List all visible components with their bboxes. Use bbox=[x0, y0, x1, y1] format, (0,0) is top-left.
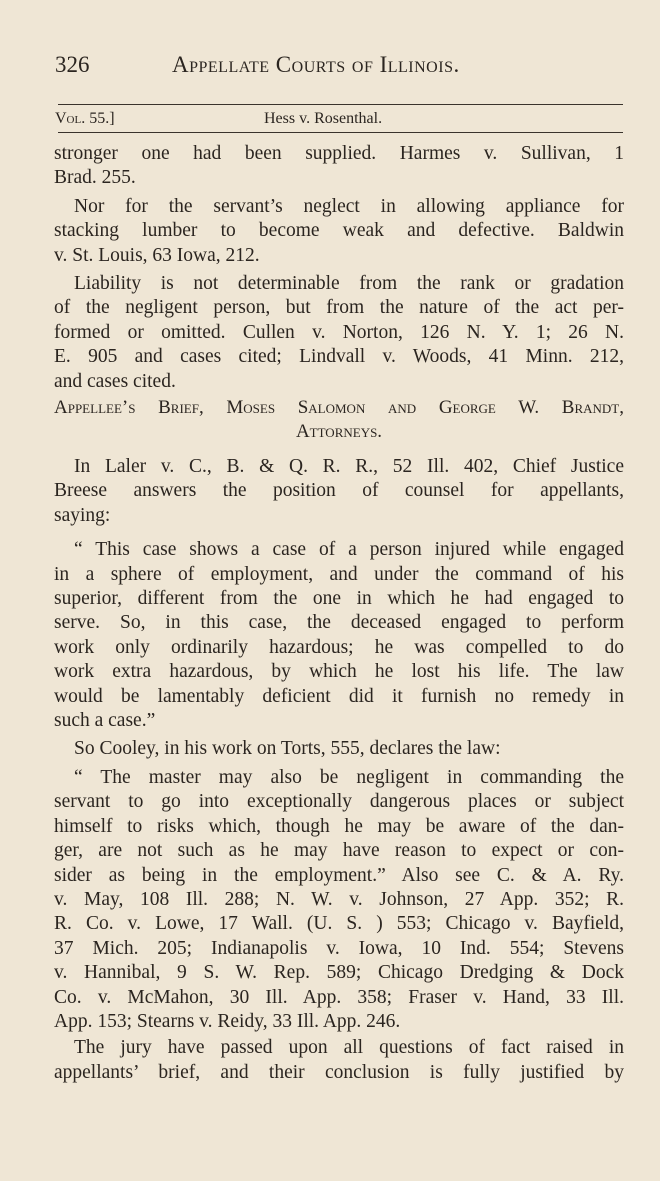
text-line: appellants’ brief, and their conclusion is fully justified by bbox=[54, 1061, 624, 1083]
text-line: R. Co. v. Lowe, 17 Wall. (U. S. ) 553; Chicago v. Bayfield, bbox=[54, 913, 624, 935]
text-line: The jury have passed upon all questions of fact raised in bbox=[74, 1037, 624, 1059]
text-line: Breese answers the position of counsel for appellants, bbox=[54, 480, 624, 502]
brief-heading-line1: Appellee’s Brief, Moses Salomon and George W. Brandt, bbox=[54, 397, 624, 418]
paragraph bbox=[54, 1036, 624, 1085]
paragraph bbox=[54, 538, 624, 733]
text-line: Liability is not determinable from the rank or gradation bbox=[74, 273, 624, 295]
text-line: saying: bbox=[54, 504, 111, 526]
text-line: So Cooley, in his work on Torts, 555, declares the law: bbox=[74, 738, 501, 760]
brief-heading-line2: Attorneys. bbox=[295, 421, 383, 443]
text-line: “ The master may also be negligent in commanding the bbox=[74, 766, 624, 788]
paragraph bbox=[54, 142, 624, 191]
text-line: App. 153; Stearns v. Reidy, 33 Ill. App. 246. bbox=[54, 1010, 401, 1032]
text-line: ger, are not such as he may have reason to expect or con- bbox=[54, 840, 624, 862]
header-rule-top bbox=[58, 104, 623, 105]
appellee-brief-section bbox=[54, 455, 624, 1085]
paragraph bbox=[54, 766, 624, 1034]
text-line: serve. So, in this case, the deceased engaged to perform bbox=[54, 612, 624, 634]
text-line: stacking lumber to become weak and defective. Baldwin bbox=[54, 220, 624, 242]
text-line: would be lamentably deficient did it furnish no remedy in bbox=[54, 685, 624, 707]
text-line: v. May, 108 Ill. 288; N. W. v. Johnson, 27 App. 352; R. bbox=[54, 888, 624, 910]
paragraph bbox=[54, 737, 624, 761]
paragraph bbox=[54, 272, 624, 394]
text-line: such a case.” bbox=[54, 710, 156, 732]
text-line: and cases cited. bbox=[54, 370, 176, 392]
text-line: Nor for the servant’s neglect in allowing appliance for bbox=[74, 195, 624, 217]
text-line: 37 Mich. 205; Indianapolis v. Iowa, 10 Ind. 554; Stevens bbox=[54, 937, 624, 959]
text-line: servant to go into exceptionally dangerous places or subject bbox=[54, 791, 624, 813]
text-line: himself to risks which, though he may be aware of the dan- bbox=[54, 815, 624, 837]
paragraph bbox=[54, 455, 624, 528]
case-title: Hess v. Rosenthal. bbox=[264, 110, 383, 127]
text-line: Brad. 255. bbox=[54, 167, 136, 189]
argument-section bbox=[54, 142, 624, 394]
text-line: “ This case shows a case of a person injured while engaged bbox=[74, 539, 624, 561]
page-number: 326 bbox=[55, 52, 90, 77]
header-rule-bottom bbox=[58, 132, 623, 133]
text-line: superior, different from the one in which he had engaged to bbox=[54, 588, 624, 610]
text-line: formed or omitted. Cullen v. Norton, 126 N. Y. 1; 26 N. bbox=[54, 321, 624, 343]
text-line: v. St. Louis, 63 Iowa, 212. bbox=[54, 244, 260, 266]
text-line: in a sphere of employment, and under the command of his bbox=[54, 563, 624, 585]
brief-heading bbox=[54, 396, 624, 445]
text-line: stronger one had been supplied. Harmes v. Sullivan, 1 bbox=[54, 143, 624, 164]
running-title: Appellate Courts of Illinois. bbox=[172, 52, 460, 77]
text-line: of the negligent person, but from the nature of the act per- bbox=[54, 297, 624, 319]
text-line: In Laler v. C., B. & Q. R. R., 52 Ill. 402, Chief Justice bbox=[74, 456, 624, 477]
text-line: work only ordinarily hazardous; he was compelled to do bbox=[54, 636, 624, 658]
text-line: v. Hannibal, 9 S. W. Rep. 589; Chicago Dredging & Dock bbox=[54, 962, 624, 984]
text-line: Co. v. McMahon, 30 Ill. App. 358; Fraser v. Hand, 33 Ill. bbox=[54, 986, 624, 1008]
text-line: work extra hazardous, by which he lost his life. The law bbox=[54, 661, 624, 683]
volume-label: Vol. 55.] bbox=[55, 110, 115, 127]
paragraph bbox=[54, 195, 624, 268]
text-line: sider as being in the employment.” Also see C. & A. Ry. bbox=[54, 864, 624, 886]
text-line: E. 905 and cases cited; Lindvall v. Woods, 41 Minn. 212, bbox=[54, 346, 624, 368]
